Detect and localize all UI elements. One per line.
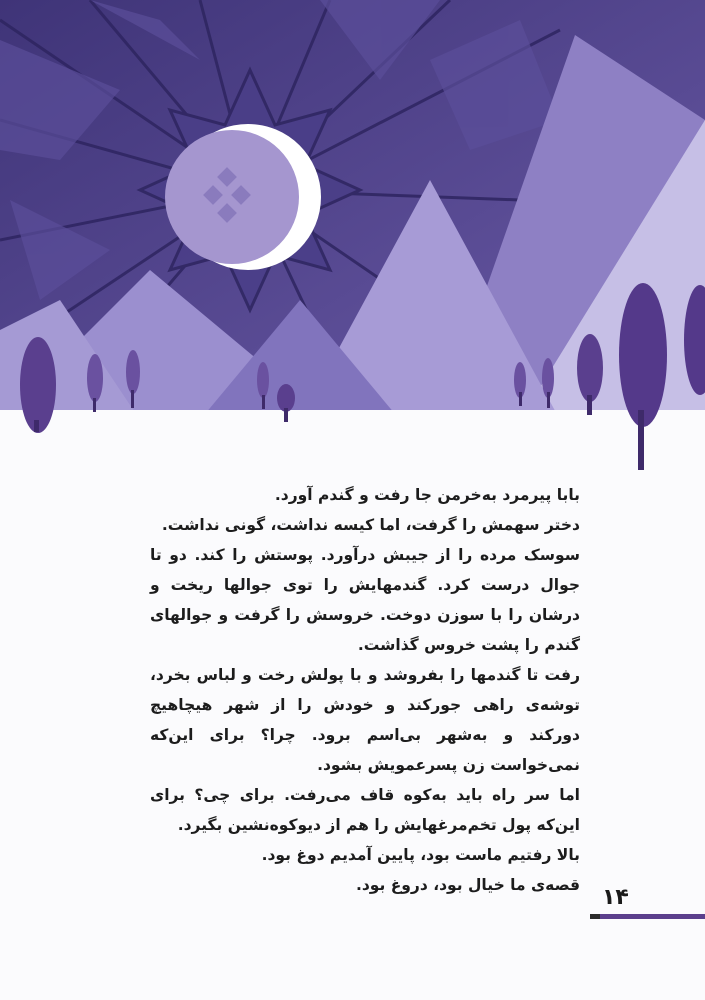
cypress-tree-icon: [20, 337, 56, 433]
story-paragraph: اما سر راه باید به‌کوه قاف می‌رفت. برای چی؟ برای این‌که پول تخم‌مرغهایش را هم از دیوکوه‌نشین بگیرد.: [150, 786, 580, 834]
story-paragraph: رفت تا گندمها را بفروشد و با پولش رخت و لباس بخرد، توشه‌ی راهی جورکند و خودش را از شهر هیچاهیچ دورکند و به‌شهر بی‌اسم برود. چرا؟ برای این‌که نمی‌خواست زن پسرعمویش بشود.: [150, 666, 580, 774]
page-rule: [600, 914, 705, 919]
story-text: [150, 480, 580, 900]
night-landscape-illustration: [0, 0, 705, 470]
story-paragraph: سوسک مرده را از جیبش درآورد. پوستش را کند. دو تا جوال درست کرد. گندمهایش را توی جوالها ریخت و درشان را با سوزن دوخت. خروسش را گرفت و جوالهای گندم را پشت خروس گذاشت.: [150, 546, 580, 654]
page-number: ۱۴: [602, 885, 629, 910]
story-paragraph: قصه‌ی ما خیال بود، دروغ بود.: [355, 876, 580, 894]
story-paragraph: بالا رفتیم ماست بود، پایین آمدیم دوغ بود.: [261, 846, 580, 864]
story-paragraph: دختر سهمش را گرفت، اما کیسه نداشت، گونی نداشت.: [161, 516, 580, 534]
snowy-ground: [0, 410, 705, 470]
page-rule-accent: [590, 914, 600, 919]
story-paragraph: بابا پیرمرد به‌خرمن جا رفت و گندم آورد.: [274, 486, 580, 504]
